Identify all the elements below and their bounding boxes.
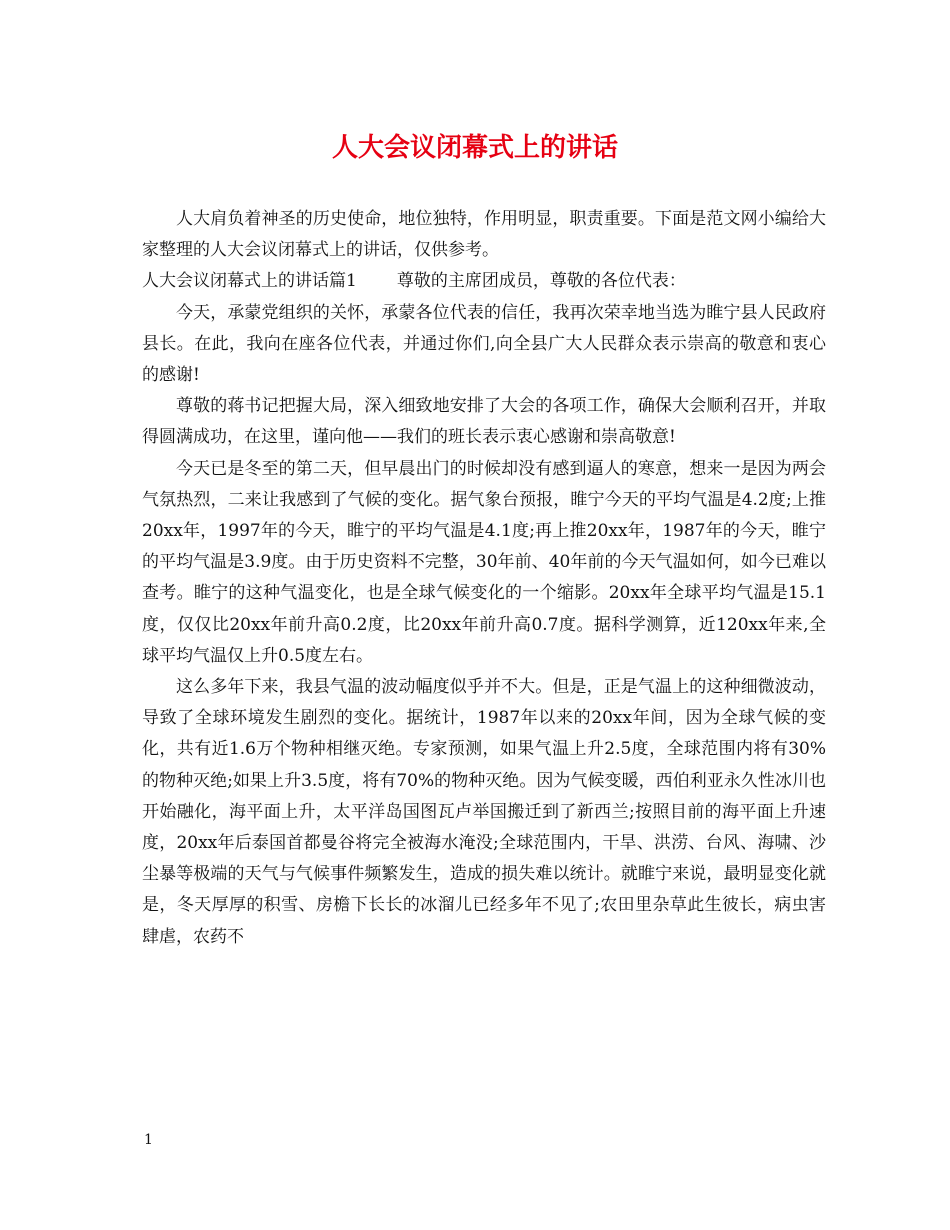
body-paragraph-2: 尊敬的蒋书记把握大局，深入细致地安排了大会的各项工作，确保大会顺利召开，并取得圆满成功，在这里，谨向他——我们的班长表示衷心感谢和崇高敬意!: [142, 396, 826, 448]
body-paragraph-1: 今天，承蒙党组织的关怀，承蒙各位代表的信任，我再次荣幸地当选为睢宁县人民政府县长。在此，我向在座各位代表，并通过你们,向全县广大人民群众表示崇高的敬意和衷心的感谢!: [142, 302, 826, 386]
page-number: 1: [144, 1132, 153, 1148]
salutation: 尊敬的主席团成员，尊敬的各位代表：: [396, 271, 686, 292]
section-heading-line: [142, 266, 826, 297]
body-paragraph-3: 今天已是冬至的第二天，但早晨出门的时候却没有感到逼人的寒意，想来一是因为两会气氛热烈，二来让我感到了气候的变化。据气象台预报，睢宁今天的平均气温是4.2度;上推20xx年，1997年的今天，睢宁的平均气温是4.1度;再上推20xx年，1987年的今天，睢宁的平均气温是3.9度。由于历史资料不完整，30年前、40年前的今天气温如何，如今已难以查考。睢宁的这种气温变化，也是全球气候变化的一个缩影。20xx年全球平均气温是15.1度，仅仅比20xx年前升高0.2度，比20xx年前升高0.7度。据科学测算，近120xx年来,全球平均气温仅上升0.5度左右。: [142, 458, 826, 666]
document-title: 人大会议闭幕式上的讲话: [331, 133, 618, 163]
body-paragraph-4: 这么多年下来，我县气温的波动幅度似乎并不大。但是，正是气温上的这种细微波动，导致了全球环境发生剧烈的变化。据统计，1987年以来的20xx年间，因为全球气候的变化，共有近1.6万个物种相继灭绝。专家预测，如果气温上升2.5度，全球范围内将有30%的物种灭绝;如果上升3.5度，将有70%的物种灭绝。因为气候变暖，西伯利亚永久性冰川也开始融化，海平面上升，太平洋岛国图瓦卢举国搬迁到了新西兰;按照目前的海平面上升速度，20xx年后泰国首都曼谷将完全被海水淹没;全球范围内，干旱、洪涝、台风、海啸、沙尘暴等极端的天气与气候事件频繁发生，造成的损失难以统计。就睢宁来说，最明显变化就是，冬天厚厚的积雪、房檐下长长的冰溜儿已经多年不见了;农田里杂草此生彼长，病虫害肆虐，农药不: [142, 677, 826, 947]
document-body: [142, 204, 826, 953]
section-heading: 人大会议闭幕式上的讲话篇1: [142, 271, 357, 292]
intro-paragraph: 人大肩负着神圣的历史使命，地位独特，作用明显，职责重要。下面是范文网小编给大家整理的人大会议闭幕式上的讲话，仅供参考。: [142, 209, 826, 261]
